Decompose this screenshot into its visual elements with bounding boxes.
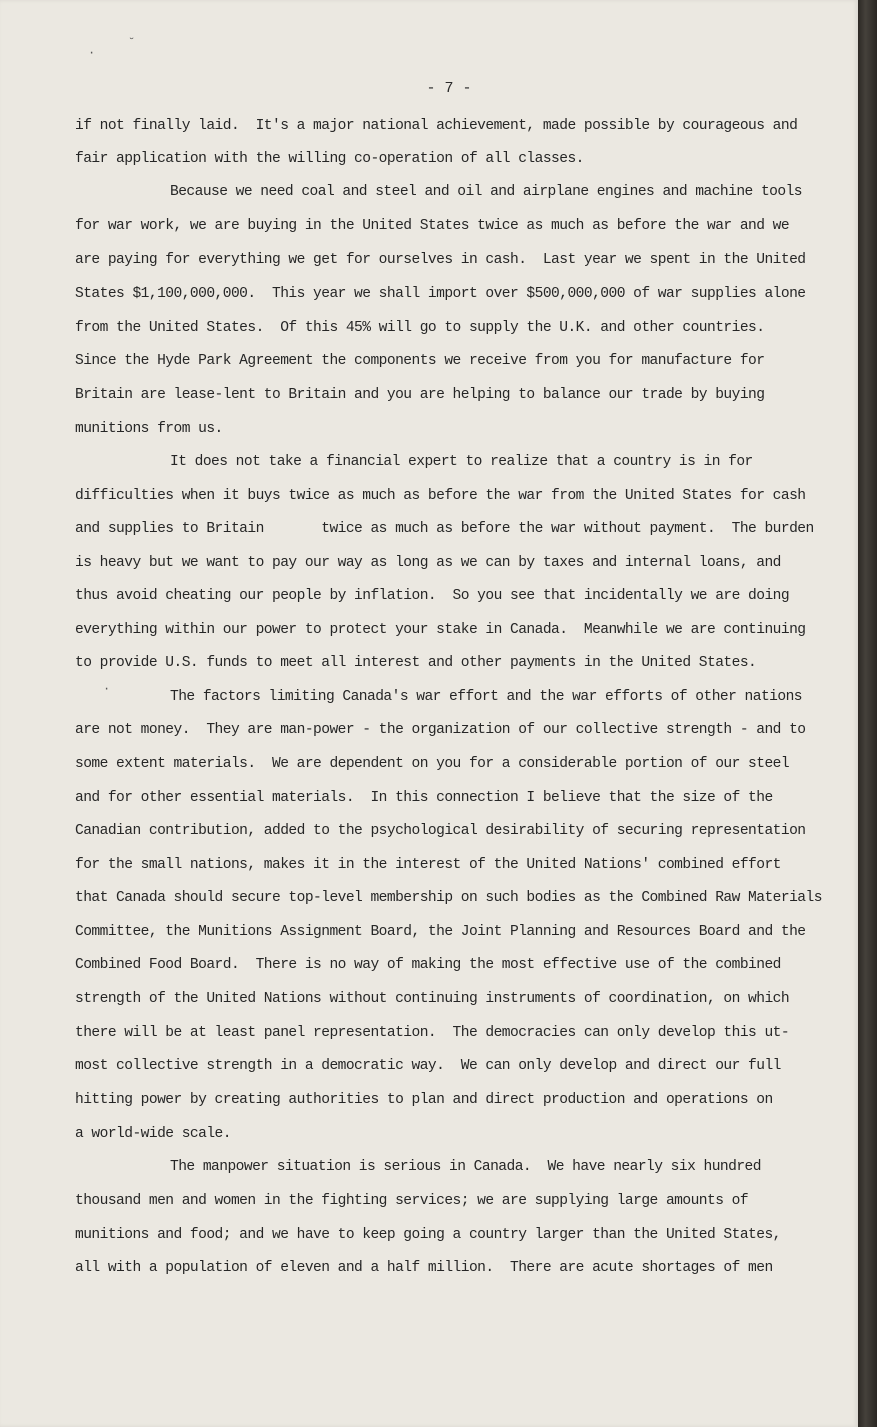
text-line: if not finally laid. It's a major national achievement, made possible by courageous and <box>75 118 798 134</box>
text-line: to provide U.S. funds to meet all interest and other payments in the United States. <box>75 655 757 671</box>
text-line: all with a population of eleven and a half million. There are acute shortages of men <box>75 1260 773 1276</box>
stray-ink-mark: · <box>103 682 111 696</box>
text-line: thus avoid cheating our people by inflation. So you see that incidentally we are doing <box>75 588 790 604</box>
text-line: Britain are lease-lent to Britain and you are helping to balance our trade by buying <box>75 387 765 403</box>
text-line: States $1,100,000,000. This year we shall import over $500,000,000 of war supplies alone <box>75 286 806 302</box>
paragraph-start-line: The manpower situation is serious in Canada. We have nearly six hundred <box>170 1159 761 1175</box>
text-line: fair application with the willing co-operation of all classes. <box>75 151 584 167</box>
text-line: some extent materials. We are dependent on you for a considerable portion of our steel <box>75 756 790 772</box>
paragraph-start-line: Because we need coal and steel and oil and airplane engines and machine tools <box>170 184 802 200</box>
text-line: munitions and food; and we have to keep going a country larger than the United States, <box>75 1227 781 1243</box>
text-line: is heavy but we want to pay our way as long as we can by taxes and internal loans, and <box>75 555 781 571</box>
paragraph-start-line: It does not take a financial expert to realize that a country is in for <box>170 454 753 470</box>
paragraph-start-line: The factors limiting Canada's war effort and the war efforts of other nations <box>170 689 802 705</box>
text-line: most collective strength in a democratic way. We can only develop and direct our full <box>75 1058 781 1074</box>
text-line: are not money. They are man-power - the organization of our collective strength - and to <box>75 722 806 738</box>
text-line: everything within our power to protect your stake in Canada. Meanwhile we are continuing <box>75 622 806 638</box>
text-line: munitions from us. <box>75 421 223 437</box>
stray-ink-mark: · <box>88 46 96 60</box>
text-line: strength of the United Nations without continuing instruments of coordination, on which <box>75 991 790 1007</box>
text-line: thousand men and women in the fighting services; we are supplying large amounts of <box>75 1193 749 1209</box>
text-line: there will be at least panel representation. The democracies can only develop this ut- <box>75 1025 790 1041</box>
text-line: and for other essential materials. In this connection I believe that the size of the <box>75 790 773 806</box>
text-line: and supplies to Britain twice as much as before the war without payment. The burden <box>75 521 814 537</box>
text-line: difficulties when it buys twice as much as before the war from the United States for cash <box>75 488 806 504</box>
text-line: a world-wide scale. <box>75 1126 231 1142</box>
text-line: are paying for everything we get for ourselves in cash. Last year we spent in the United <box>75 252 806 268</box>
text-line: hitting power by creating authorities to plan and direct production and operations on <box>75 1092 773 1108</box>
text-line: Combined Food Board. There is no way of making the most effective use of the combined <box>75 957 781 973</box>
text-line: for war work, we are buying in the United States twice as much as before the war and we <box>75 218 790 234</box>
text-line: Since the Hyde Park Agreement the components we receive from you for manufacture for <box>75 353 765 369</box>
stray-ink-mark: ˘ <box>128 36 136 50</box>
text-line: Committee, the Munitions Assignment Board, the Joint Planning and Resources Board and the <box>75 924 806 940</box>
text-line: from the United States. Of this 45% will go to supply the U.K. and other countries. <box>75 320 765 336</box>
page-number: - 7 - <box>426 80 472 97</box>
text-line: that Canada should secure top-level membership on such bodies as the Combined Raw Materials <box>75 890 822 906</box>
page-edge-shadow <box>858 0 877 1427</box>
text-line: for the small nations, makes it in the interest of the United Nations' combined effort <box>75 857 781 873</box>
text-line: Canadian contribution, added to the psychological desirability of securing representation <box>75 823 806 839</box>
